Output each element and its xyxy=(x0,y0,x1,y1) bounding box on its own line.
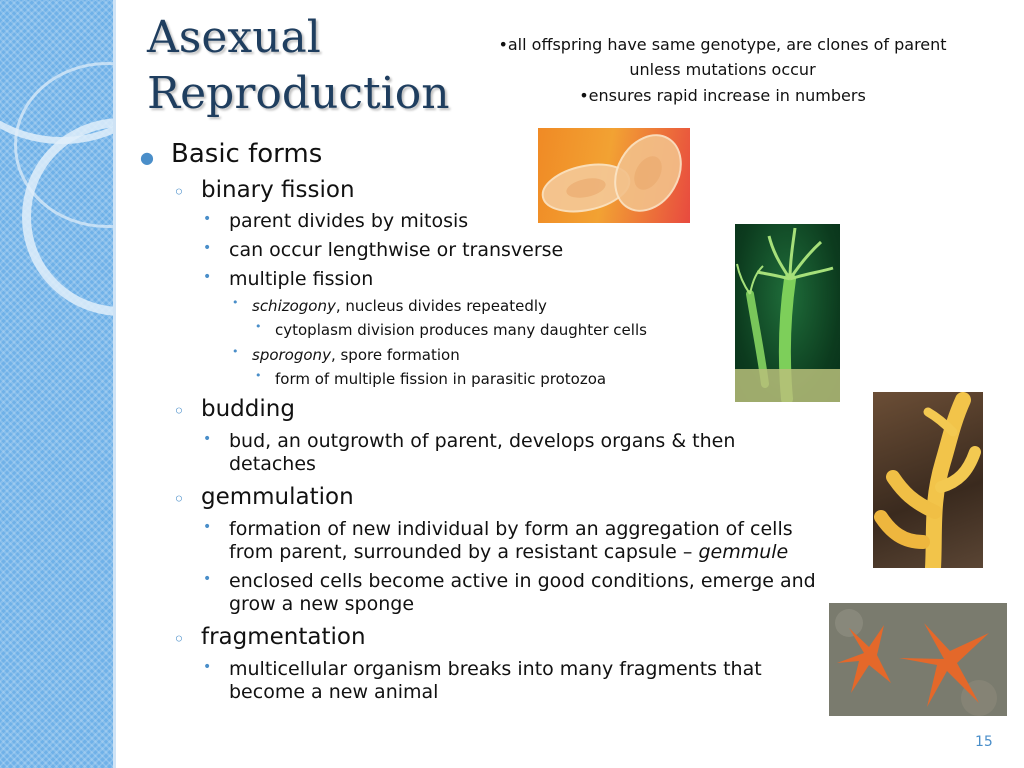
schizogony-description: , nucleus divides repeatedly xyxy=(335,297,547,315)
bullet-icon: • xyxy=(203,571,212,587)
summary-note xyxy=(470,32,975,109)
bullet-icon: • xyxy=(203,431,212,447)
list-item: parent divides by mitosis xyxy=(229,210,469,232)
bullet-icon: ◦ xyxy=(173,487,185,511)
bullet-icon: ◦ xyxy=(173,399,185,423)
basic-forms-heading: Basic forms xyxy=(171,139,323,169)
summary-note-line: •all offspring have same genotype, are clones of parent xyxy=(498,35,947,54)
bullet-icon: • xyxy=(255,369,262,382)
bullet-icon: • xyxy=(232,296,239,309)
budding-heading: budding xyxy=(201,396,295,422)
list-item: multicellular organism breaks into many fragments that become a new animal xyxy=(229,658,762,703)
list-item: enclosed cells become active in good conditions, emerge and grow a new sponge xyxy=(229,570,816,615)
list-item: cytoplasm division produces many daughter cells xyxy=(275,321,647,339)
gemmule-term: gemmule xyxy=(698,541,789,563)
summary-note-line: unless mutations occur xyxy=(629,60,816,79)
gemmulation-heading: gemmulation xyxy=(201,484,354,510)
summary-note-line: •ensures rapid increase in numbers xyxy=(579,86,866,105)
bullet-icon: ● xyxy=(140,148,154,167)
bullet-icon: • xyxy=(255,320,262,333)
binary-fission-heading: binary fission xyxy=(201,177,355,203)
slide-title-line1: Asexual xyxy=(147,12,321,63)
slide-title-line2: Reproduction xyxy=(147,68,450,119)
bullet-icon: • xyxy=(232,345,239,358)
decorative-side-band xyxy=(0,0,113,768)
bullet-icon: • xyxy=(203,211,212,227)
list-item: bud, an outgrowth of parent, develops organs & then detaches xyxy=(229,430,736,475)
starfish-photo xyxy=(829,603,1007,716)
list-item: can occur lengthwise or transverse xyxy=(229,239,564,261)
schizogony-term: schizogony xyxy=(252,297,336,315)
bullet-icon: • xyxy=(203,240,212,256)
list-item: multiple fission xyxy=(229,268,374,290)
paramecium-photo xyxy=(538,128,690,223)
sporogony-description: , spore formation xyxy=(330,346,460,364)
gemmulation-description: formation of new individual by form an aggregation of cells from parent, surrounded by a resistant capsule – xyxy=(229,518,793,563)
list-item xyxy=(252,346,460,364)
slide-title xyxy=(147,10,467,122)
bullet-icon: ◦ xyxy=(173,180,185,204)
list-item xyxy=(229,518,819,564)
bullet-icon: • xyxy=(203,269,212,285)
bullet-icon: • xyxy=(203,519,212,535)
bullet-icon: • xyxy=(203,659,212,675)
list-item: form of multiple fission in parasitic protozoa xyxy=(275,370,607,388)
sporogony-term: sporogony xyxy=(252,346,331,364)
side-band-edge xyxy=(113,0,116,768)
bullet-icon: ◦ xyxy=(173,627,185,651)
list-item xyxy=(252,297,547,315)
page-number: 15 xyxy=(975,734,993,750)
hydra-photo xyxy=(735,224,840,402)
fragmentation-heading: fragmentation xyxy=(201,624,366,650)
sponge-photo xyxy=(873,392,983,568)
